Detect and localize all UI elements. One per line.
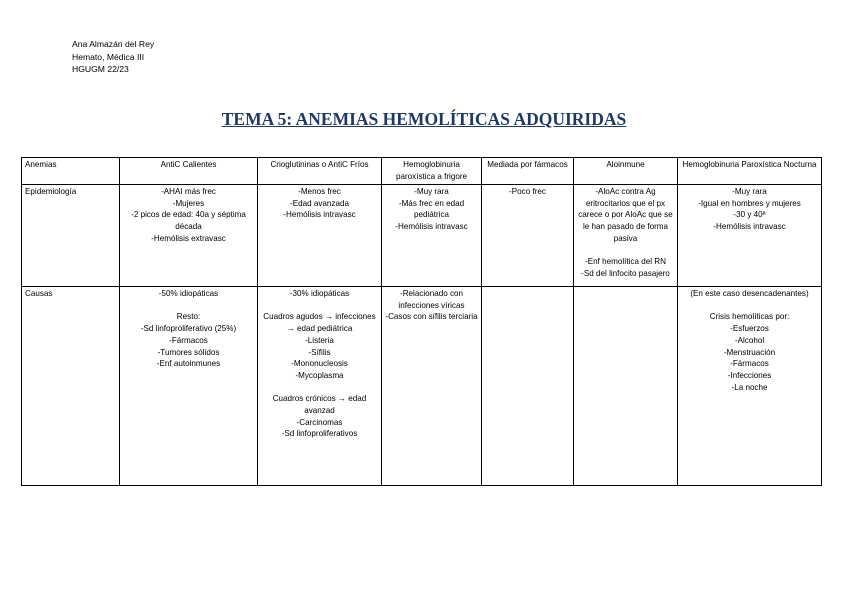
cell-line	[123, 300, 254, 312]
center-name: HGUGM 22/23	[72, 64, 129, 74]
cell-line: -Sífilis	[308, 347, 331, 357]
cell-line: -Hemólisis intravasc	[713, 222, 786, 232]
cell-line	[577, 245, 674, 257]
cell-line: -2 picos de edad: 40a y séptima década	[131, 210, 246, 232]
cell-line: -Fármacos	[730, 359, 769, 369]
cell-line: -Casos con sífilis terciaria	[385, 312, 478, 322]
column-header: Mediada por fármacos	[482, 158, 574, 185]
cell-line: -Hemólisis extravasc	[151, 233, 226, 243]
table-cell	[678, 185, 822, 287]
cell-line: -Enf hemolítica del RN	[585, 257, 666, 267]
cell-line: -Alcohol	[734, 335, 765, 345]
cell-line: -AHAI más frec	[161, 187, 216, 196]
row-label: Epidemiología	[22, 185, 120, 287]
column-header: Hemoglobinuria paroxística a frigore	[382, 158, 482, 185]
cell-line: -Igual en hombres y mujeres	[698, 198, 801, 208]
cell-line: -Relacionado con infecciones víricas	[398, 289, 465, 310]
cell-line: Resto:	[176, 312, 201, 322]
cell-line: -Mujeres	[172, 198, 205, 208]
cell-line: -AloAc contra Ag eritrocitarios que el px carece o por AloAc que se le han pasado de forma pasiva	[578, 187, 673, 243]
table-row	[22, 185, 822, 287]
anemias-table	[21, 157, 822, 486]
cell-line	[681, 300, 818, 312]
cell-line: -Sd linfoproliferativos	[281, 429, 358, 439]
cell-line	[261, 300, 378, 312]
table-row	[22, 287, 822, 486]
cell-line: -50% idiopáticas	[158, 289, 219, 298]
cell-line: -Sd linfoproliferativo (25%)	[140, 324, 237, 334]
column-header: Hemoglobinuria Paroxística Nocturna	[678, 158, 822, 185]
table-cell	[482, 287, 574, 486]
cell-line: -Edad avanzada	[290, 198, 349, 208]
table-cell	[574, 287, 678, 486]
author-name: Ana Almazán del Rey	[72, 39, 155, 49]
table-cell	[574, 185, 678, 287]
column-header: AntiC Calientes	[120, 158, 258, 185]
cell-line: -Sd del linfocito pasajero	[581, 268, 670, 278]
table-header-row	[22, 158, 822, 185]
cell-line: Cuadros crónicos → edad avanzad	[272, 394, 367, 415]
cell-line: -La noche	[731, 382, 768, 392]
course-name: Hemato, Médica III	[72, 51, 145, 62]
cell-line: -Mononucleosis	[291, 359, 348, 369]
cell-line: (En este caso desencadenantes)	[690, 289, 809, 298]
column-header: Anemias	[22, 158, 120, 185]
table-cell	[258, 185, 382, 287]
table-cell	[382, 287, 482, 486]
cell-line: -Menstruación	[723, 347, 776, 357]
cell-line: -Menos frec	[298, 187, 341, 196]
cell-line: -Muy rara	[414, 187, 449, 196]
table-cell	[120, 287, 258, 486]
cell-line: -Fármacos	[169, 335, 208, 345]
table-cell	[258, 287, 382, 486]
cell-line	[261, 382, 378, 394]
cell-line: -30 y 40ª	[733, 210, 766, 220]
cell-line: -Esfuerzos	[730, 324, 769, 334]
document-header	[72, 38, 154, 76]
cell-line: Crisis hemolíticas por:	[709, 312, 790, 322]
cell-line: -Poco frec	[509, 187, 546, 196]
column-header: Crioglutininas o AntiC Fríos	[258, 158, 382, 185]
page-title: TEMA 5: ANEMIAS HEMOLÍTICAS ADQUIRIDAS	[221, 109, 627, 129]
row-label: Causas	[22, 287, 120, 486]
cell-line: -Listeria	[305, 335, 334, 345]
cell-line: -Hemólisis intravasc	[395, 222, 468, 232]
table-cell	[120, 185, 258, 287]
cell-line: -30% idiopáticas	[289, 289, 350, 298]
table-cell	[482, 185, 574, 287]
cell-line: -Mycoplasma	[295, 370, 344, 380]
cell-line: -Más frec en edad pediátrica	[398, 198, 465, 220]
table-cell	[678, 287, 822, 486]
column-header: Aloinmune	[574, 158, 678, 185]
cell-line: -Hemólisis intravasc	[283, 210, 356, 220]
table-cell	[382, 185, 482, 287]
cell-line: -Enf autoinmunes	[156, 359, 221, 369]
cell-line: -Muy rara	[732, 187, 767, 196]
cell-line: -Carcinomas	[296, 417, 343, 427]
cell-line: -Infecciones	[727, 370, 772, 380]
cell-line: Cuadros agudos → infecciones → edad pediátrica	[263, 312, 376, 334]
cell-line: -Tumores sólidos	[157, 347, 220, 357]
